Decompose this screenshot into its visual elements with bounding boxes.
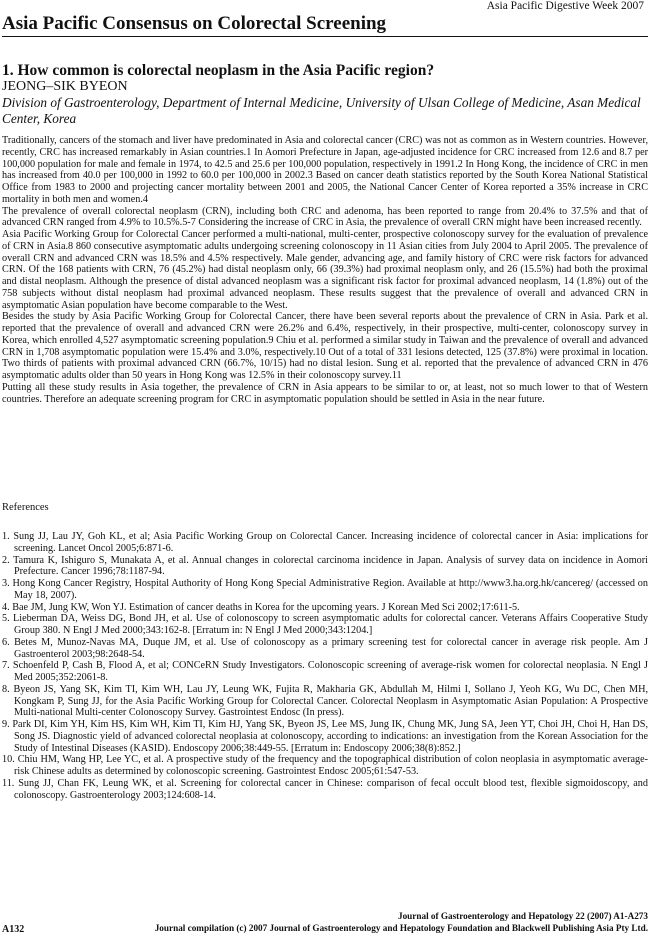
paragraph: Besides the study by Asia Pacific Working Group for Colorectal Cancer, there have been several reports about the prevalence of CRN in Asia. Park et al. reported that the prevalence of overall and advanced CRN were 26.2% and 6.4%, respectively, in their prospective, multi-center, colonoscopy survey in Korea, which enrolled 4,527 asymptomatic screening population.9 Chiu et al. performed a similar study in Taiwan and the prevalence of overall and advanced CRN in 1,708 asymptomatic population were 15.4% and 3.0%, respectively.10 Out of a total of 331 lesions detected, 125 (37.8%) were proximal in location. Two thirds of patients with proximal advanced CRN (66.7%, 10/15) had no distal lesion. Sung et al. reported that the prevalence of advanced CRN in 476 asymptomatic adults older than 50 years in Hong Kong was 12.5% in their colonoscopy survey.11 (2, 311, 648, 381)
reference-item: 5. Lieberman DA, Weiss DG, Bond JH, et al. Use of colonoscopy to screen asymptomatic adults for colorectal cancer. Veterans Affairs Cooperative Study Group 380. N Engl J Med 2000;343:162-8. [Erratum in: N Engl J Med 2000;343:1204.] (2, 613, 648, 636)
author-name: JEONG–SIK BYEON (2, 79, 128, 94)
article-title: 1. How common is colorectal neoplasm in the Asia Pacific region? (2, 62, 435, 79)
reference-item: 4. Bae JM, Jung KW, Won YJ. Estimation of cancer deaths in Korea for the upcoming years. J Korean Med Sci 2002;17:611-5. (2, 601, 520, 613)
references-list (2, 531, 648, 801)
copyright-line: Journal compilation (c) 2007 Journal of Gastroenterology and Hepatology Foundation and Blackwell Publishing Asia Pty Ltd. (154, 922, 648, 933)
reference-item: 7. Schoenfeld P, Cash B, Flood A, et al; CONCeRN Study Investigators. Colonoscopic screening of average-risk women for colorectal neoplasia. N Engl J Med 2005;352:2061-8. (2, 660, 648, 683)
reference-item: 8. Byeon JS, Yang SK, Kim TI, Kim WH, Lau JY, Leung WK, Fujita R, Makharia GK, Abdullah M, Hilmi I, Sollano J, Yeoh KG, Wu DC, Chen MH, Kongkam P, Sung JJ, for the Asia Pacific Working Group for Colorectal Cancer. Colorectal Neoplasm in Asymptomatic Asian Population: A Prospective Multi-national Multi-center Colonoscopy Survey. Gastrointest Endosc (In press). (2, 683, 648, 719)
references-heading: References (2, 502, 49, 513)
reference-item: 11. Sung JJ, Chan FK, Leung WK, et al. Screening for colorectal cancer in Chinese: comparison of fecal occult blood test, flexible sigmoidoscopy, and colonoscopy. Gastroenterology 2003;124:608-14. (2, 777, 648, 801)
reference-item: 2. Tamura K, Ishiguro S, Munakata A, et al. Annual changes in colorectal carcinoma incidence in Japan. Analysis of survey data on incidence in Aomori Prefecture. Cancer 1996;78:1187-94. (2, 554, 648, 578)
paragraph: Asia Pacific Working Group for Colorectal Cancer performed a multi-national, multi-center, prospective colonoscopy survey for the evaluation of prevalence of CRN in Asia.8 860 consecutive asymptomatic adults undergoing screening colonoscopy in 11 Asian cities from July 2004 to April 2005. The prevalence of overall CRN and advanced CRN was 18.5% and 4.5% respectively. Male gender, advancing age, and family history of CRC were risk factors for advanced CRN. Of the 168 patients with CRN, 76 (45.2%) had distal neoplasm only, 66 (39.3%) had proximal neoplasm only, and 26 (15.5%) had both the proximal and distal neoplasm. Although the presence of distal advanced neoplasm was a significant risk factor for proximal advanced neoplasm, 14 (1.8%) out of the 758 subjects without distal neoplasm had proximal advanced neoplasm. These results suggest that the prevalence of overall and advanced CRN in asymptomatic Asian population have become comparable to the West. (2, 229, 648, 311)
author-affiliation: Division of Gastroenterology, Department of Internal Medicine, University of Ulsan College of Medicine, Asan Medical Center, Korea (2, 95, 641, 126)
journal-footer (155, 911, 648, 934)
reference-item: 6. Betes M, Munoz-Navas MA, Duque JM, et al. Use of colonoscopy as a primary screening test for colorectal cancer in average risk people. Am J Gastroenterol 2003;98:2648-54. (2, 636, 648, 660)
page-number: A132 (2, 924, 25, 935)
section-title: Asia Pacific Consensus on Colorectal Screening (2, 13, 648, 37)
paragraph: The prevalence of overall colorectal neoplasm (CRN), including both CRC and adenoma, has been reported to range from 20.4% to 37.5% and that of advanced CRN ranged from 4.9% to 10.5%.5-7 Considering the increase of CRC in Asia, the prevalence of overall CRN might have been increased recently. (2, 205, 648, 229)
reference-item: 10. Chiu HM, Wang HP, Lee YC, et al. A prospective study of the frequency and the topographical distribution of colon neoplasia in asymptomatic average-risk Chinese adults as determined by colonoscopic screening. Gastrointest Endosc 2005;61:547-53. (2, 754, 648, 777)
article-body (2, 135, 648, 405)
paragraph: Putting all these study results in Asia together, the prevalence of CRN in Asia appears to be similar to or, at least, not so much lower to that of Western countries. Therefore an adequate screening program for CRC in asymptomatic population should be settled in Asia in the near future. (2, 381, 648, 405)
running-head: Asia Pacific Digestive Week 2007 (486, 0, 644, 12)
reference-item: 9. Park DI, Kim YH, Kim HS, Kim WH, Kim TI, Kim HJ, Yang SK, Byeon JS, Lee MS, Jung IK, Chung MK, Jung SA, Jeen YT, Choi JH, Choi H, Han DS, Song JS. Diagnostic yield of advanced colorectal neoplasia at colonoscopy, according to indications: an investigation from the Korean Association for the Study of Intestinal Diseases (KASID). Endoscopy 2006;38:449-55. [Erratum in: Endoscopy 2006;38(8):852.] (2, 719, 648, 754)
reference-item: 1. Sung JJ, Lau JY, Goh KL, et al; Asia Pacific Working Group on Colorectal Cancer. Increasing incidence of colorectal cancer in Asia: implications for screening. Lancet Oncol 2005;6:871-6. (2, 531, 648, 554)
reference-item: 3. Hong Kong Cancer Registry, Hospital Authority of Hong Kong Special Administrative Region. Available at http://www3.ha.org.hk/cancereg/ (accessed on May 18, 2007). (2, 578, 648, 601)
journal-citation: Journal of Gastroenterology and Hepatology 22 (2007) A1-A273 (397, 911, 648, 921)
paragraph: Traditionally, cancers of the stomach and liver have predominated in Asia and colorectal cancer (CRC) was not as common as in Western countries. However, recently, CRC has increased remarkably in Asian countries.1 In Aomori Prefecture in Japan, age-adjusted incidence for CRC increased from 12.6 and 8.7 per 100,000 population for male and female in 1974, to 42.5 and 25.6 per 100,000 population, respectively in 1991.2 In Hong Kong, the incidence of CRC in men has increased from 40.0 per 100,000 in 1992 to 60.0 per 100,000 in 2002.3 Based on cancer death statistics reported by the South Korea National Statistical Office from 1983 to 2000 and projecting cancer mortality between 2001 and 2005, the National Cancer Center of Korea reported a 35% increase in CRC mortality in both men and women.4 (2, 135, 648, 205)
